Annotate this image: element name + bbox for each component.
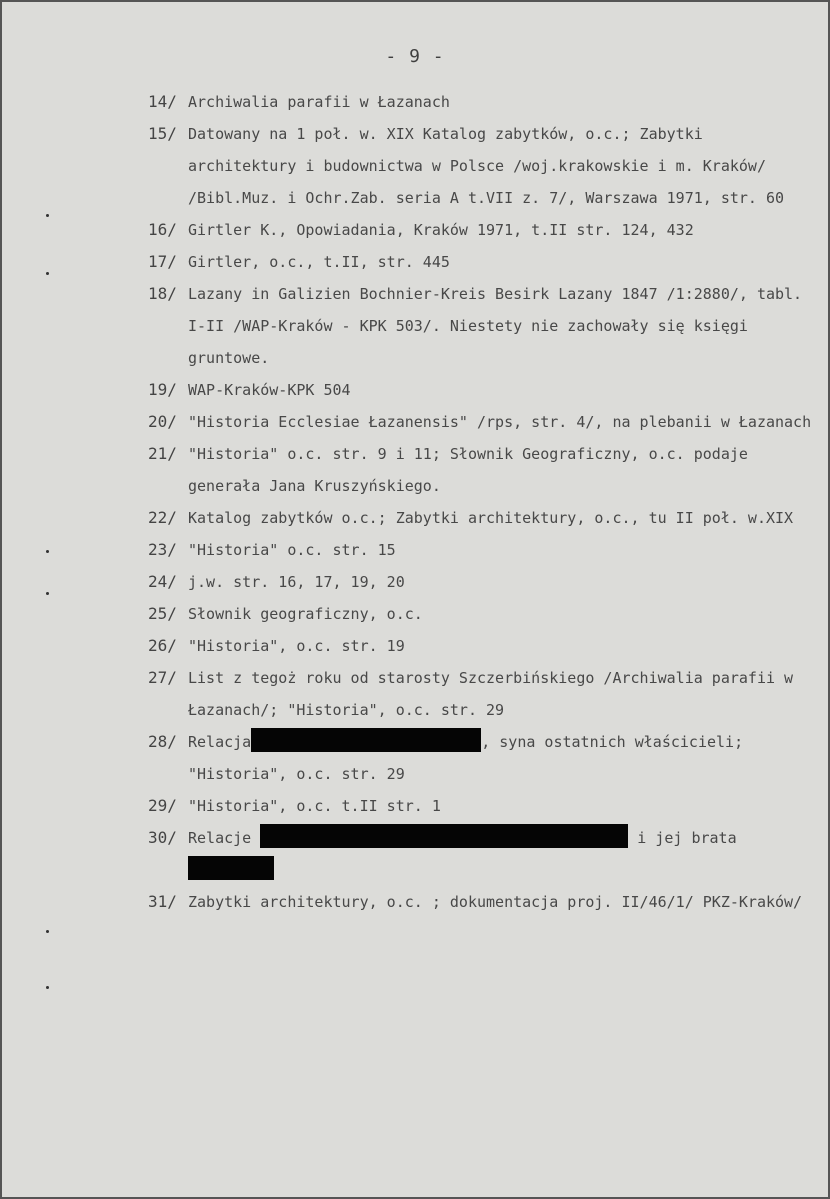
footnote xyxy=(148,726,812,790)
footnote-number: 29/ xyxy=(148,796,177,815)
footnote xyxy=(148,630,812,662)
footnote-text: Girtler K., Opowiadania, Kraków 1971, t.II str. 124, 432 xyxy=(188,221,694,239)
footnote xyxy=(148,118,812,214)
footnote-text: j.w. str. 16, 17, 19, 20 xyxy=(188,573,405,591)
footnote-text xyxy=(188,726,812,790)
margin-dot xyxy=(46,272,49,275)
footnote-text: List z tegoż roku od starosty Szczerbińskiego /Archiwalia parafii w Łazanach/; "Historia", o.c. str. 29 xyxy=(188,669,794,719)
redaction-bar xyxy=(251,728,481,752)
footnote-text: Lazany in Galizien Bochnier-Kreis Besirk Lazany 1847 /1:2880/, tabl. I-II /WAP-Kraków - KPK 503/. Niestety nie zachowały się księgi gruntowe. xyxy=(188,285,803,367)
footnote-text: Zabytki architektury, o.c. ; dokumentacja proj. II/46/1/ PKZ-Kraków/ xyxy=(188,893,803,911)
footnote xyxy=(148,374,812,406)
redaction-bar xyxy=(188,856,274,880)
footnote-text: Girtler, o.c., t.II, str. 445 xyxy=(188,253,450,271)
footnote xyxy=(148,886,812,918)
footnote xyxy=(148,502,812,534)
footnote-text-after: , syna ostatnich właścicieli; "Historia", o.c. str. 29 xyxy=(188,733,744,783)
footnote xyxy=(148,246,812,278)
footnote-number: 17/ xyxy=(148,252,177,271)
footnote-text: "Historia", o.c. t.II str. 1 xyxy=(188,797,441,815)
margin-dot xyxy=(46,214,49,217)
footnote-number: 20/ xyxy=(148,412,177,431)
footnote-number: 15/ xyxy=(148,124,177,143)
footnote-number: 18/ xyxy=(148,284,177,303)
footnote-text: "Historia" o.c. str. 15 xyxy=(188,541,396,559)
footnote-number: 21/ xyxy=(148,444,177,463)
footnote-text: "Historia Ecclesiae Łazanensis" /rps, str. 4/, na plebanii w Łazanach xyxy=(188,413,812,431)
footnote-text-before: Relacja xyxy=(188,733,252,751)
footnote xyxy=(148,566,812,598)
footnote xyxy=(148,214,812,246)
footnote-number: 27/ xyxy=(148,668,177,687)
footnote-text: Datowany na 1 poł. w. XIX Katalog zabytków, o.c.; Zabytki architektury i budownictwa w Polsce /woj.krakowskie i m. Kraków/ /Bibl.Muz. i Ochr.Zab. seria A t.VII z. 7/, Warszawa 1971, str. 60 xyxy=(188,125,785,207)
footnote xyxy=(148,86,812,118)
footnote-text: Katalog zabytków o.c.; Zabytki architektury, o.c., tu II poł. w.XIX xyxy=(188,509,794,527)
footnote xyxy=(148,662,812,726)
footnote-number: 23/ xyxy=(148,540,177,559)
margin-dot xyxy=(46,592,49,595)
margin-dot xyxy=(46,550,49,553)
footnote-number: 30/ xyxy=(148,828,177,847)
footnote-number: 22/ xyxy=(148,508,177,527)
footnote-number: 19/ xyxy=(148,380,177,399)
redaction-bar xyxy=(260,824,628,848)
footnotes-list xyxy=(148,86,812,918)
footnote-number: 31/ xyxy=(148,892,177,911)
footnote xyxy=(148,438,812,502)
margin-dot xyxy=(46,930,49,933)
footnote xyxy=(148,534,812,566)
footnote-text-before: Relacje xyxy=(188,829,252,847)
footnote-number: 25/ xyxy=(148,604,177,623)
footnote xyxy=(148,598,812,630)
footnote-text-after: i jej brata xyxy=(637,829,737,847)
footnote-number: 14/ xyxy=(148,92,177,111)
footnote-text: Archiwalia parafii w Łazanach xyxy=(188,93,450,111)
footnote-text: "Historia", o.c. str. 19 xyxy=(188,637,405,655)
margin-dot xyxy=(46,986,49,989)
footnote-number: 28/ xyxy=(148,732,177,751)
footnote-text: "Historia" o.c. str. 9 i 11; Słownik Geograficzny, o.c. podaje generała Jana Kruszyńskiego. xyxy=(188,445,748,495)
footnote-text: WAP-Kraków-KPK 504 xyxy=(188,381,351,399)
footnote-number: 16/ xyxy=(148,220,177,239)
footnote xyxy=(148,278,812,374)
footnote xyxy=(148,790,812,822)
footnote-number: 24/ xyxy=(148,572,177,591)
footnote-text: Słownik geograficzny, o.c. xyxy=(188,605,423,623)
footnote xyxy=(148,406,812,438)
page-number: - 9 - xyxy=(385,46,445,67)
footnote-text xyxy=(188,822,812,886)
footnote-number: 26/ xyxy=(148,636,177,655)
footnote xyxy=(148,822,812,886)
